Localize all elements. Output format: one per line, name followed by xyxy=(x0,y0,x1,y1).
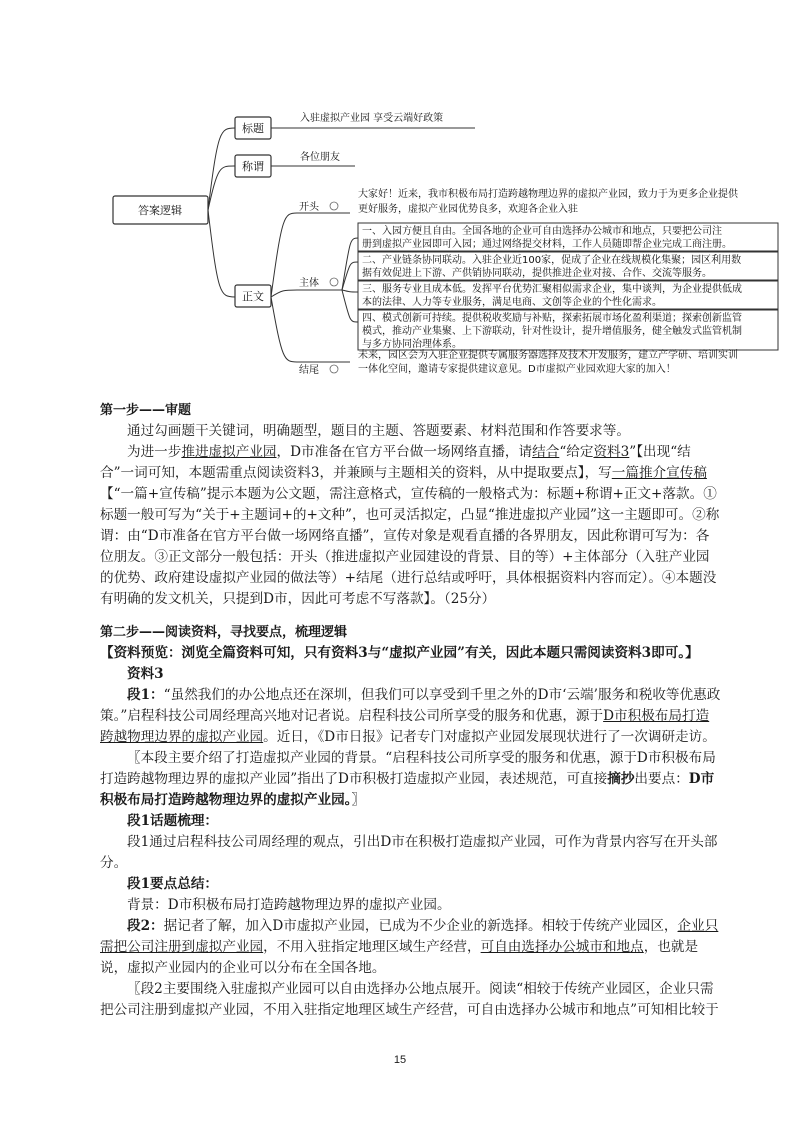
main-item-4-line-2: 模式，推动产业集聚、上下游联动，针对性设计，提升增值服务，健全触发式监管机制 xyxy=(362,326,742,337)
point1-heading: 段1要点总结： xyxy=(127,876,219,892)
ending-line-1: 未来，园区会为入驻企业提供专属服务器选择及技术开发服务，建立产学研、培训实训 xyxy=(358,350,738,361)
step1-intro: 通过勾画题干关键词，明确题型，题目的主题、答题要素、材料范围和作答要求等。 xyxy=(127,423,630,439)
main-item-3-line-1: 三、服务专业且成本低。发挥平台优势汇聚相似需求企业，集中谈判，为企业提供低成 xyxy=(362,284,742,295)
salutation-value: 各位朋友 xyxy=(300,152,340,163)
step1-question: 为进一步推进虚拟产业园，D市准备在官方平台做一场网络直播，请结合“给定资料3”【出现“结合”一词可知，本题需重点阅读资料3，并兼顾与主题相关的资料，从中提取要点】，写一篇推介宣传稿【“一篇+宣传稿”提示本题为公文题，需注意格式，宣传稿的一般格式为：标题+称谓+正文+落款。①标题一般可写为“关于+主题词+的+文种”，也可灵活拟定，凸显“推进虚拟产业园”这一主题即可。②称谓：由“D市准备在官方平台做一场网络直播”，宣传对象是观看直播的各界朋友，因此称谓可写为：各位朋友。③正文部分一般包括：开头（推进虚拟产业园建设的背景、目的等）+主体部分（入驻产业园的优势、政府建设虚拟产业园的做法等）+结尾（进行总结或呼吁，具体根据资料内容而定）。④本题没有明确的发文机关，只提到D市，因此可考虑不写落款】。（25分） xyxy=(100,444,720,607)
mindmap-root: 答案逻辑 xyxy=(138,204,182,217)
opening-line-1: 大家好！近来，我市积极布局打造跨越物理边界的虚拟产业园，致力于为更多企业提供 xyxy=(358,189,738,200)
step1-heading: 第一步——审题 xyxy=(100,403,192,418)
material-label: 资料3 xyxy=(127,666,164,682)
title-value: 入驻虚拟产业园 享受云端好政策 xyxy=(300,113,444,124)
paragraph-2: 段2：据记者了解，加入D市虚拟产业园，已成为不少企业的新选择。相较于传统产业园区，企业只需把公司注册到虚拟产业园，不用入驻指定地理区域生产经营，可自由选择办公城市和地点，也就是说，虚拟产业园内的企业可以分布在全国各地。 xyxy=(100,918,719,976)
opening-label: 开头 xyxy=(299,202,319,213)
material-preview: 【资料预览：浏览全篇资料可知，只有资料3与“虚拟产业园”有关，因此本题只需阅读资料3即可。】 xyxy=(100,645,699,661)
topic1-text: 段1通过启程科技公司周经理的观点，引出D市在积极打造虚拟产业园，可作为背景内容写在开头部分。 xyxy=(100,834,718,871)
main-item-2-line-1: 二、产业链条协同联动。入驻企业近100家，促成了企业在线规模化集聚；园区利用数 xyxy=(362,255,742,266)
paragraph-1: 段1：“虽然我们的办公地点还在深圳，但我们可以享受到千里之外的D市‘云端’服务和税收等优惠政策。”启程科技公司周经理高兴地对记者说。启程科技公司所享受的服务和优惠，源于D市积极布局打造跨越物理边界的虚拟产业园。近日，《D市日报》记者专门对虚拟产业园发展现状进行了一次调研走访。 xyxy=(100,687,721,745)
main-label: 主体 xyxy=(299,278,319,289)
salutation-label: 称谓 xyxy=(242,160,264,173)
ending-label: 结尾 xyxy=(299,365,319,376)
point1-text: 背景：D市积极布局打造跨越物理边界的虚拟产业园。 xyxy=(127,897,451,913)
main-item-3-line-2: 本的法律、人力等专业服务，满足电商、文创等企业的个性化需求。 xyxy=(362,297,662,308)
step2-heading: 第二步——阅读资料，寻找要点，梳理逻辑 xyxy=(100,625,348,640)
main-item-4-line-3: 与多方协同治理体系。 xyxy=(362,339,462,350)
paragraph-2-note: 〖段2主要围绕入驻虚拟产业园可以自由选择办公地点展开。阅读“相较于传统产业园区，企业只需把公司注册到虚拟产业园，不用入驻指定地理区域生产经营，可自由选择办公城市和地点”可知相比较于 xyxy=(100,981,719,1018)
main-item-4-line-1: 四、模式创新可持续。提供税收奖励与补贴，探索拓展市场化盈利渠道；探索创新监管 xyxy=(362,313,742,324)
answer-logic-mindmap xyxy=(0,0,800,390)
opening-line-2: 更好服务，虚拟产业园优势良多，欢迎各企业入驻 xyxy=(358,204,578,215)
main-item-2-line-2: 据有效促进上下游、产供销协同联动，提供推进企业对接、合作、交流等服务。 xyxy=(362,268,712,279)
body-label: 正文 xyxy=(242,290,264,303)
topic1-heading: 段1话题梳理： xyxy=(127,813,219,829)
ending-line-2: 一体化空间，邀请专家提供建议意见。D市虚拟产业园欢迎大家的加入！ xyxy=(358,364,676,375)
main-content xyxy=(100,400,722,1021)
page-number: 15 xyxy=(393,1054,407,1066)
main-item-1-line-2: 册到虚拟产业园即可入园；通过网络提交材料，工作人员随即帮企业完成工商注册。 xyxy=(362,239,732,250)
main-item-1-line-1: 一、入园方便且自由。全国各地的企业可自由选择办公城市和地点，只要把公司注 xyxy=(362,226,722,237)
paragraph-1-note: 〖本段主要介绍了打造虚拟产业园的背景。“启程科技公司所享受的服务和优惠，源于D市积极布局打造跨越物理边界的虚拟产业园”指出了D市积极打造虚拟产业园，表述规范，可直接摘抄出要点：D市积极布局打造跨越物理边界的虚拟产业园。〗 xyxy=(100,750,716,808)
title-label: 标题 xyxy=(242,122,264,135)
